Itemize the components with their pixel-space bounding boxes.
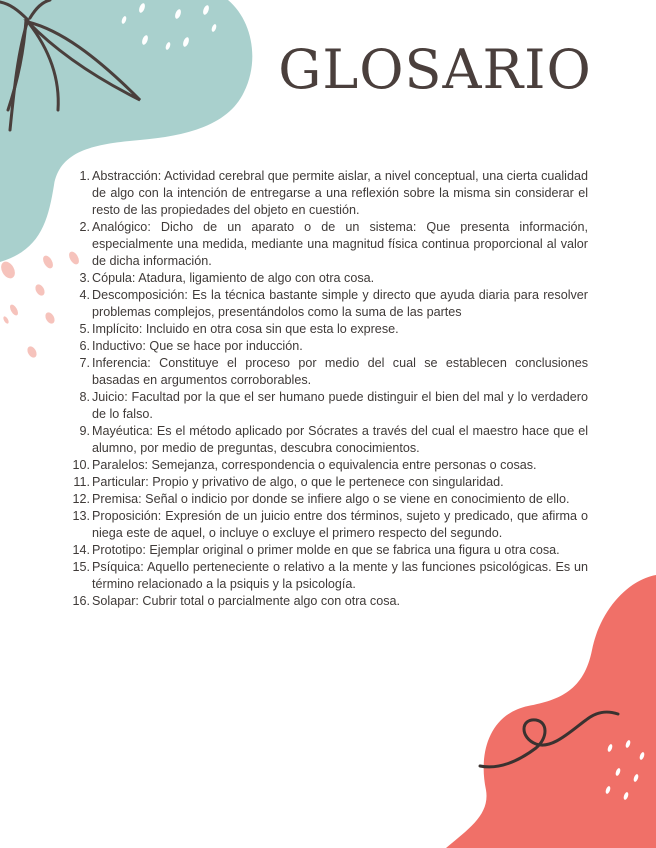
entry-number: 13. [72, 509, 90, 523]
entry-text: Paralelos: Semejanza, correspondencia o equivalencia entre personas o cosas. [92, 458, 537, 472]
entry-number: 16. [72, 594, 90, 608]
entry-text: Cópula: Atadura, ligamiento de algo con otra cosa. [92, 271, 375, 285]
glossary-entry [68, 491, 588, 508]
entry-number: 4. [79, 288, 90, 302]
entry-text: Proposición: Expresión de un juicio entre dos términos, sujeto y predicado, que afirma o niega este de aquel, o incluye o excluye el primero respecto del segundo. [92, 509, 588, 540]
entry-number: 7. [79, 356, 90, 370]
coral-blob [446, 575, 656, 848]
glossary-entry [68, 559, 588, 593]
entry-number: 5. [79, 322, 90, 336]
entry-text: Premisa: Señal o indicio por donde se infiere algo o se viene en conocimiento de ello. [92, 492, 570, 506]
entry-text: Particular: Propio y privativo de algo, o que le pertenece con singularidad. [92, 475, 504, 489]
glossary-entry [68, 338, 588, 355]
entry-text: Inductivo: Que se hace por inducción. [92, 339, 303, 353]
page-title: GLOSARIO [278, 38, 592, 101]
entry-number: 3. [79, 271, 90, 285]
entry-number: 10. [72, 458, 90, 472]
glossary-entry [68, 508, 588, 542]
entry-text: Descomposición: Es la técnica bastante simple y directo que ayuda diaria para resolver problemas complejos, presentándolos como la suma de las partes [92, 288, 588, 319]
glossary-entry [68, 321, 588, 338]
glossary-entry [68, 423, 588, 457]
entry-text: Mayéutica: Es el método aplicado por Sócrates a través del cual el maestro hace que el alumno, por medio de preguntas, descubra conocimientos. [92, 424, 588, 455]
entry-number: 8. [79, 390, 90, 404]
entry-number: 6. [79, 339, 90, 353]
entry-text: Inferencia: Constituye el proceso por medio del cual se establecen conclusiones basadas en argumentos corroborables. [92, 356, 588, 387]
glossary-list [68, 168, 588, 610]
glossary-entry [68, 542, 588, 559]
entry-text: Analógico: Dicho de un aparato o de un sistema: Que presenta información, especialmente una medida, mediante una magnitud física continua proporcional al valor de dicha información. [92, 220, 588, 268]
glossary-entry [68, 389, 588, 423]
entry-text: Solapar: Cubrir total o parcialmente algo con otra cosa. [92, 594, 401, 608]
glossary-entry [68, 474, 588, 491]
entry-number: 15. [72, 560, 90, 574]
entry-number: 9. [79, 424, 90, 438]
glossary-entry [68, 287, 588, 321]
entry-text: Prototipo: Ejemplar original o primer molde en que se fabrica una figura u otra cosa. [92, 543, 560, 557]
glossary-entry [68, 355, 588, 389]
entry-number: 1. [79, 169, 90, 183]
entry-number: 12. [72, 492, 90, 506]
entry-number: 2. [79, 220, 90, 234]
entry-text: Abstracción: Actividad cerebral que permite aislar, a nivel conceptual, una cierta cualidad de algo con la intención de entregarse a una reflexión sobre la misma sin considerar el resto de las propiedades del objeto en cuestión. [92, 169, 588, 217]
entry-text: Juicio: Facultad por la que el ser humano puede distinguir el bien del mal y lo verdadero de lo falso. [92, 390, 588, 421]
glossary-entry [68, 457, 588, 474]
glossary-entry [68, 168, 588, 219]
entry-text: Implícito: Incluido en otra cosa sin que esta lo exprese. [92, 322, 399, 336]
entry-number: 14. [72, 543, 90, 557]
glossary-entry [68, 593, 588, 610]
glossary-entry [68, 270, 588, 287]
glossary-entry [68, 219, 588, 270]
entry-number: 11. [73, 475, 90, 489]
entry-text: Psíquica: Aquello perteneciente o relativo a la mente y las funciones psicológicas. Es un término relacionado a la psiquis y la psicología. [92, 560, 588, 591]
